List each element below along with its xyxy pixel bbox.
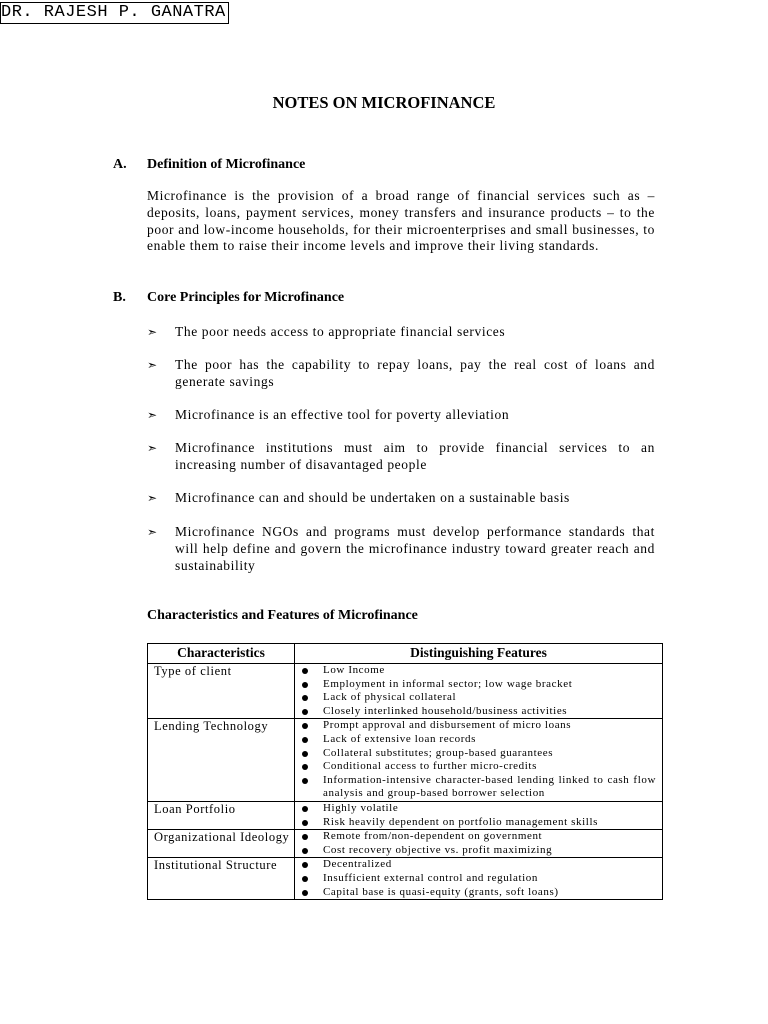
principle-text: Microfinance can and should be undertaken on a sustainable basis bbox=[175, 490, 570, 505]
features-table bbox=[147, 643, 663, 900]
feature-item: Lack of extensive loan records bbox=[295, 733, 662, 747]
features-cell bbox=[295, 858, 663, 900]
feature-item: Information-intensive character-based lending linked to cash flow analysis and group-based borrower selection bbox=[295, 774, 662, 801]
arrowhead-bullet-icon: ➣ bbox=[147, 408, 158, 422]
table-header-row bbox=[148, 644, 663, 664]
arrowhead-bullet-icon: ➣ bbox=[147, 525, 158, 539]
principle-item bbox=[147, 324, 655, 341]
feature-item: Lack of physical collateral bbox=[295, 691, 662, 705]
section-a-body: Microfinance is the provision of a broad range of financial services such as – deposits, loans, payment services, money transfers and insurance products – to the poor and low-income households, for their microenterprises and small businesses, to enable them to raise their income levels and improve their living standards. bbox=[147, 188, 655, 254]
table-row bbox=[148, 830, 663, 858]
section-a-heading: Definition of Microfinance bbox=[147, 157, 306, 172]
feature-item: Highly volatile bbox=[295, 802, 662, 816]
characteristic-cell: Loan Portfolio bbox=[148, 801, 295, 829]
principle-item bbox=[147, 490, 655, 507]
features-cell bbox=[295, 664, 663, 719]
characteristic-cell: Type of client bbox=[148, 664, 295, 719]
feature-item: Insufficient external control and regulation bbox=[295, 872, 662, 886]
principle-item bbox=[147, 440, 655, 474]
arrowhead-bullet-icon: ➣ bbox=[147, 491, 158, 505]
feature-item: Cost recovery objective vs. profit maximizing bbox=[295, 844, 662, 858]
characteristic-cell: Organizational Ideology bbox=[148, 830, 295, 858]
arrowhead-bullet-icon: ➣ bbox=[147, 325, 158, 339]
feature-item: Closely interlinked household/business activities bbox=[295, 705, 662, 719]
characteristic-cell: Institutional Structure bbox=[148, 858, 295, 900]
features-cell bbox=[295, 719, 663, 802]
section-b-heading: Core Principles for Microfinance bbox=[147, 290, 345, 305]
table-row bbox=[148, 858, 663, 900]
author-name: DR. RAJESH P. GANATRA bbox=[0, 2, 229, 24]
section-b-letter: B. bbox=[113, 290, 126, 305]
table-title: Characteristics and Features of Microfinance bbox=[147, 608, 418, 623]
principle-text: The poor has the capability to repay loans, pay the real cost of loans and generate savings bbox=[175, 357, 655, 389]
principle-text: Microfinance is an effective tool for poverty alleviation bbox=[175, 407, 510, 422]
column-header-characteristics: Characteristics bbox=[148, 644, 295, 664]
feature-item: Remote from/non-dependent on government bbox=[295, 830, 662, 844]
characteristic-cell: Lending Technology bbox=[148, 719, 295, 802]
arrowhead-bullet-icon: ➣ bbox=[147, 441, 158, 455]
feature-item: Risk heavily dependent on portfolio management skills bbox=[295, 816, 662, 830]
principle-item bbox=[147, 524, 655, 574]
feature-item: Decentralized bbox=[295, 858, 662, 872]
feature-item: Employment in informal sector; low wage bracket bbox=[295, 678, 662, 692]
page-title: NOTES ON MICROFINANCE bbox=[272, 93, 496, 112]
principle-item bbox=[147, 357, 655, 391]
table-row bbox=[148, 719, 663, 802]
principle-item bbox=[147, 407, 655, 424]
principle-text: Microfinance NGOs and programs must develop performance standards that will help define and govern the microfinance industry toward greater reach and sustainability bbox=[175, 524, 655, 573]
principle-text: Microfinance institutions must aim to provide financial services to an increasing number of disavantaged people bbox=[175, 440, 655, 472]
features-cell bbox=[295, 801, 663, 829]
feature-item: Conditional access to further micro-credits bbox=[295, 760, 662, 774]
features-cell bbox=[295, 830, 663, 858]
section-a-letter: A. bbox=[113, 157, 127, 172]
principle-text: The poor needs access to appropriate financial services bbox=[175, 324, 506, 339]
feature-item: Low Income bbox=[295, 664, 662, 678]
table-row bbox=[148, 801, 663, 829]
column-header-features: Distinguishing Features bbox=[295, 644, 663, 664]
feature-item: Collateral substitutes; group-based guarantees bbox=[295, 747, 662, 761]
table-row bbox=[148, 664, 663, 719]
feature-item: Capital base is quasi-equity (grants, soft loans) bbox=[295, 886, 662, 900]
arrowhead-bullet-icon: ➣ bbox=[147, 358, 158, 372]
feature-item: Prompt approval and disbursement of micro loans bbox=[295, 719, 662, 733]
